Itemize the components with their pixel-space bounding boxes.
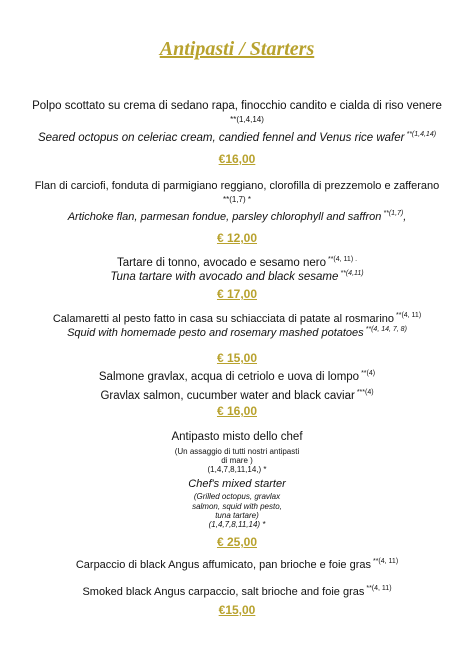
misto-it-allergens: (1,4,7,8,11,14,) * bbox=[207, 465, 267, 474]
tartare-en: Tuna tartare with avocado and black sesame $^{**(4,11)}$ bbox=[110, 270, 364, 283]
misto-it-desc-2: di mare ) bbox=[221, 456, 253, 465]
flan-price: € 12,00 bbox=[216, 231, 258, 245]
misto-en-desc-2: salmon, squid with pesto, bbox=[192, 502, 282, 511]
calamaretti-it: Calamaretti al pesto fatto in casa su schiacciata di patate al rosmarino $^{**(4, 11)}$ bbox=[52, 312, 422, 325]
polpo-it-allergens: **(1,4,14) bbox=[230, 115, 264, 124]
misto-it-desc-1: (Un assaggio di tutti nostri antipasti bbox=[174, 447, 300, 456]
salmone-en: Gravlax salmon, cucumber water and black caviar $^{***(4)}$ bbox=[100, 389, 374, 402]
misto-price: € 25,00 bbox=[216, 535, 258, 549]
salmone-it: Salmone gravlax, acqua di cetriolo e uova di lompo $^{**(4)}$ bbox=[98, 370, 376, 383]
calamaretti-en: Squid with homemade pesto and rosemary mashed potatoes $^{**(4, 14, 7, 8)}$ bbox=[67, 326, 407, 339]
salmone-price: € 16,00 bbox=[216, 404, 258, 418]
tartare-price: € 17,00 bbox=[216, 287, 258, 301]
misto-en-desc-3: tuna tartare) bbox=[215, 511, 259, 520]
polpo-en: Seared octopus on celeriac cream, candied fennel and Venus rice wafer $^{**(1,4,14)}$ bbox=[37, 131, 437, 144]
polpo-it: Polpo scottato su crema di sedano rapa, finocchio candito e cialda di riso venere bbox=[32, 100, 442, 112]
tartare-it: Tartare di tonno, avocado e sesamo nero $^{**(4, 11) .}$ bbox=[116, 256, 358, 269]
carpaccio-en: Smoked black Angus carpaccio, salt brioche and foie gras $^{**(4, 11)}$ bbox=[82, 585, 392, 598]
carpaccio-it: Carpaccio di black Angus affumicato, pan brioche e foie gras $^{**(4, 11)}$ bbox=[75, 558, 399, 571]
calamaretti-price: € 15,00 bbox=[216, 351, 258, 365]
misto-en-desc-1: (Grilled octopus, gravlax bbox=[193, 492, 281, 501]
flan-it: Flan di carciofi, fonduta di parmigiano reggiano, clorofilla di prezzemolo e zafferano bbox=[34, 180, 440, 192]
carpaccio-price: €15,00 bbox=[218, 603, 256, 617]
page-title: Antipasti / Starters bbox=[159, 38, 315, 60]
polpo-price: €16,00 bbox=[218, 152, 256, 166]
misto-en: Chef's mixed starter bbox=[188, 478, 286, 490]
flan-en: Artichoke flan, parmesan fondue, parsley chlorophyll and saffron $^{**(1,7)}$, bbox=[67, 210, 407, 223]
misto-en-allergens: (1,4,7,8,11,14) * bbox=[208, 520, 266, 529]
misto-it: Antipasto misto dello chef bbox=[171, 431, 303, 443]
flan-it-allergens: **(1,7) * bbox=[222, 195, 251, 204]
